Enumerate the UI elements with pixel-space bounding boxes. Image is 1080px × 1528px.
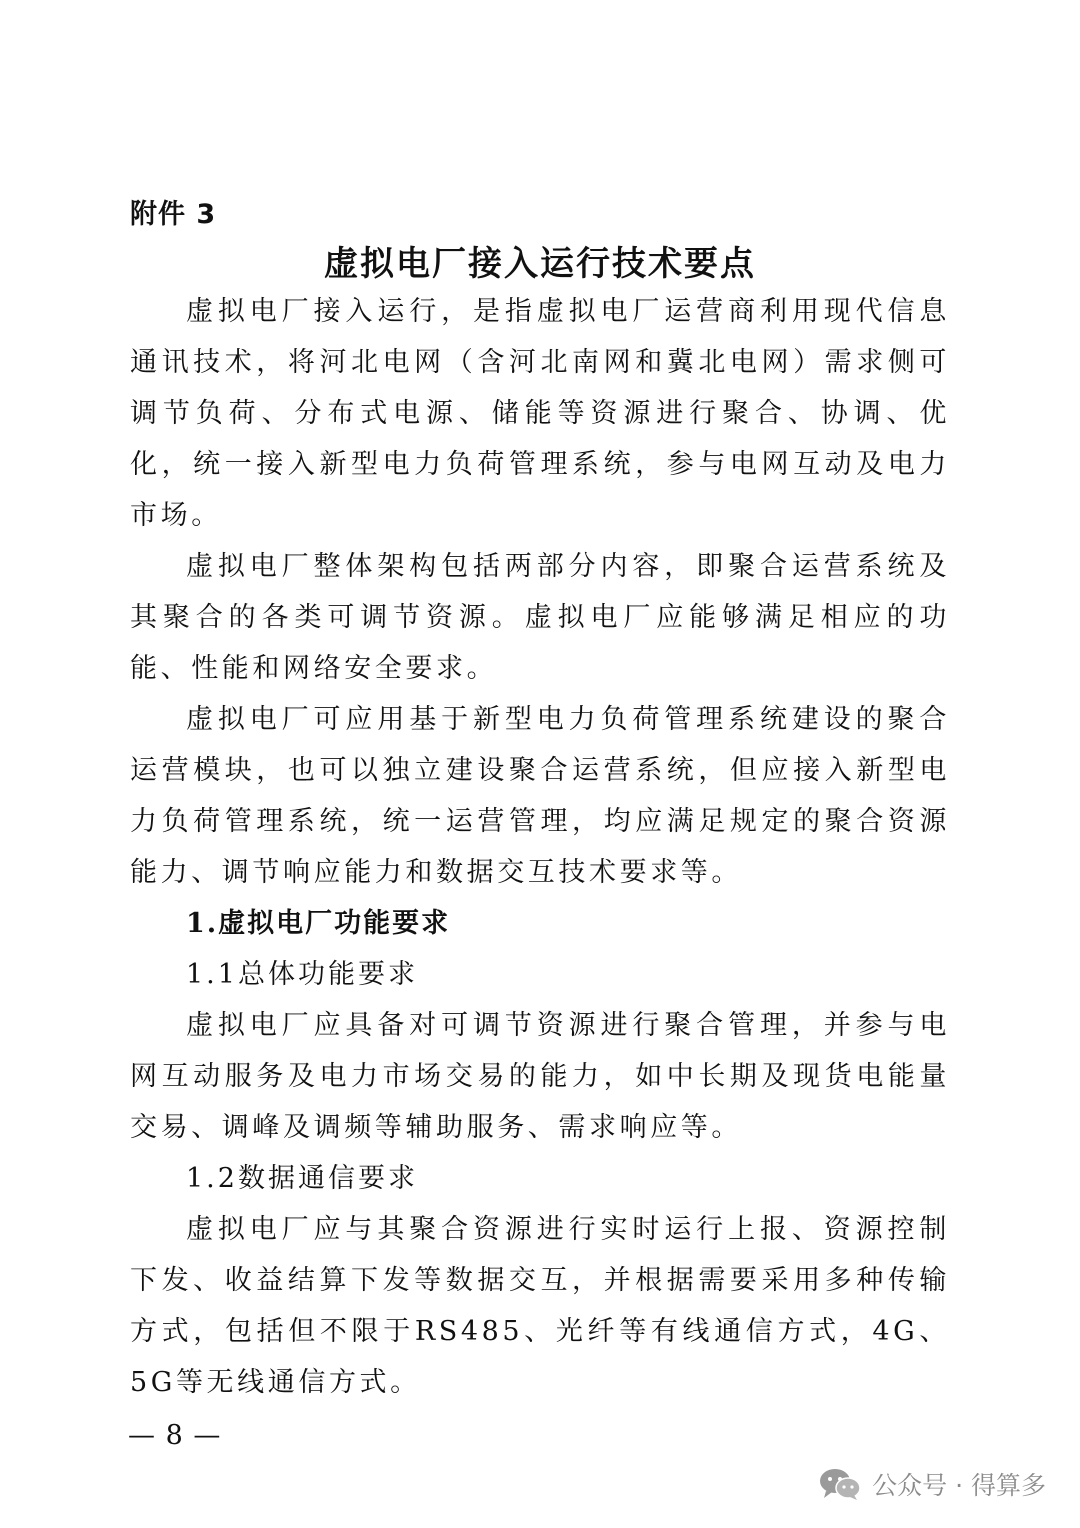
paragraph: 虚拟电厂可应用基于新型电力负荷管理系统建设的聚合运营模块，也可以独立建设聚合运营系统，但应接入新型电力负荷管理系统，统一运营管理，均应满足规定的聚合资源能力、调节响应能力和数据交互技术要求等。 xyxy=(130,704,950,888)
watermark-text: 公众号 · 得算多 xyxy=(872,1471,1046,1500)
subsection-heading: 1.1总体功能要求 xyxy=(186,959,418,990)
subsection-heading: 1.2数据通信要求 xyxy=(186,1163,418,1194)
wechat-icon xyxy=(818,1467,862,1501)
document-body xyxy=(130,286,950,1408)
section-heading: 1.虚拟电厂功能要求 xyxy=(186,908,451,939)
attachment-label: 附件 3 xyxy=(130,199,217,230)
watermark xyxy=(818,1466,1046,1502)
page-title: 虚拟电厂接入运行技术要点 xyxy=(324,244,756,284)
page-number: — 8 — xyxy=(128,1420,222,1451)
paragraph: 虚拟电厂整体架构包括两部分内容，即聚合运营系统及其聚合的各类可调节资源。虚拟电厂应能够满足相应的功能、性能和网络安全要求。 xyxy=(130,551,950,684)
paragraph: 虚拟电厂应具备对可调节资源进行聚合管理，并参与电网互动服务及电力市场交易的能力，如中长期及现货电能量交易、调峰及调频等辅助服务、需求响应等。 xyxy=(130,1010,950,1143)
paragraph: 虚拟电厂应与其聚合资源进行实时运行上报、资源控制下发、收益结算下发等数据交互，并根据需要采用多种传输方式，包括但不限于RS485、光纤等有线通信方式，4G、5G等无线通信方式。 xyxy=(130,1214,950,1398)
paragraph: 虚拟电厂接入运行，是指虚拟电厂运营商利用现代信息通讯技术，将河北电网（含河北南网和冀北电网）需求侧可调节负荷、分布式电源、储能等资源进行聚合、协调、优化，统一接入新型电力负荷管理系统，参与电网互动及电力市场。 xyxy=(130,296,950,531)
